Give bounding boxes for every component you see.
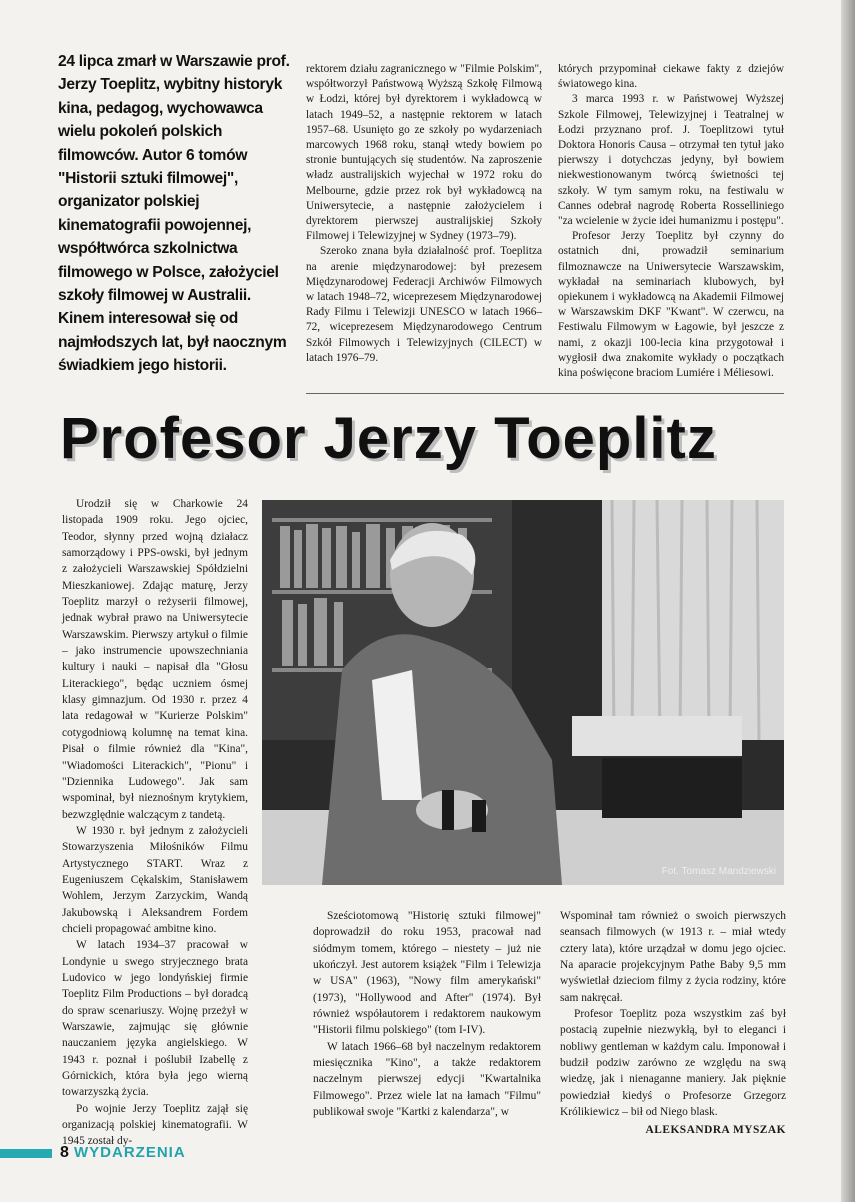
lead-text: 24 lipca zmarł w Warszawie prof. Jerzy Toeplitz, wybitny historyk kina, pedagog, wychowawca wielu pokoleń polskich filmowców. Autor 6 tomów "Historii sztuki filmowej", organizator polskiej kinematografii powojennej, współtwórca szkolnictwa filmowego w Polsce, założyciel szkoły filmowej w Australii. Kinem interesował się od najmłodszych lat, był naocznym świadkiem jego historii. bbox=[58, 53, 290, 375]
body-col3-p1: Wspominał tam również o swoich pierwszych seansach filmowych (w 1913 r. – miał wtedy cztery lata), które urządzał w domu jego ojciec. Na aparacie projekcyjnym Pathe Baby 9,5 mm wyświetlał dzieciom filmy z życia rodziny, które sam nakręcał. bbox=[560, 910, 786, 1004]
body-col1-p1: Urodził się w Charkowie 24 listopada 1909 roku. Jego ojciec, Teodor, słynny przed wojną działacz samorządowy i PPS-owski, był jednym z założycieli Warszawskiej Spółdzielni Mieszkaniowej. Zdając maturę, Jerzy Toeplitz marzył o reżyserii filmowej, jednak wybrał prawo na Uniwersytecie Warszawskim. Pierwszy artykuł o filmie – jako instrumencie upowszechniania kultury i nauki – napisał dla "Głosu Literackiego", będąc uczniem ósmej klasy gimnazjum. Od 1930 r. przez 4 lata redagował w "Kurierze Polskim" cotygodniową kolumnę na temat kina. Pisał o filmie również dla "Kina", "Wiadomości Literackich", "Pionu" i "Dziennika Ludowego". Jak sam wspominał, był nieznośnym krytykiem, bezwzględnie walczącym z tandetą. bbox=[62, 498, 248, 821]
page-footer bbox=[0, 1142, 300, 1164]
top-col2-p2: 3 marca 1993 r. w Państwowej Wyższej Szkole Filmowej, Telewizyjnej i Teatralnej w Łodzi przyznano prof. J. Toeplitzowi tytuł Doktora Honoris Causa – otrzymał ten tytuł jako pierwszy i dotychczas jedyny, był bowiem niekwestionowanym twórcą świetności tej szkoły. W tym samym roku, na festiwalu w Cannes odebrał nagrodę Roberta Rosselliniego "za wcielenie w życie idei humanizmu i postępu". bbox=[558, 93, 784, 228]
article-headline: Profesor Jerzy Toeplitz bbox=[60, 406, 717, 471]
page-number: 8 bbox=[60, 1144, 69, 1161]
top-column-2 bbox=[558, 62, 784, 381]
body-column-1 bbox=[62, 496, 248, 1150]
body-col1-p3: W latach 1934–37 pracował w Londynie u swego stryjecznego brata Ludovico w jego londyńskiej firmie Toeplitz Film Productions – był doradcą do spraw scenariuszy. Wojnę przeżył w Warszawie, zajmując się głównie nauczaniem języka angielskiego. W 1943 r. poznał i poślubił Izabellę z Górnickich, która była jego wierną towarzyszką życia. bbox=[62, 939, 248, 1099]
top-col1-p1: rektorem działu zagranicznego w "Filmie Polskim", współtworzył Państwową Wyższą Szkołę Filmową w Łodzi, której był dyrektorem i wykładowcą w latach 1949–52, a następnie rektorem w latach 1957–68. Usunięto go ze szkoły po wydarzeniach marcowych 1968 roku, stanął wtedy bowiem po stronie buntujących się studentów. Na zaproszenie władz australijskich wyjechał w 1972 roku do Melbourne, gdzie przez rok był wykładowcą na Uniwersytecie, a następnie założycielem i dyrektorem pierwszej australijskiej Szkoły Filmowej i Telewizyjnej w Sydney (1973–79). bbox=[306, 63, 542, 243]
portrait-photo bbox=[262, 500, 784, 885]
top-col1-p2: Szeroko znana była działalność prof. Toeplitza na arenie międzynarodowej: był prezesem Międzynarodowej Federacji Archiwów Filmowych w latach 1948–72, wiceprezesem Międzynarodowej Rady Filmu i Telewizji UNESCO w latach 1966–72, wiceprezesem Międzynarodowego Centrum Szkół Filmowych i Telewizyjnych (CILECT) w latach 1976–79. bbox=[306, 245, 542, 364]
body-column-3 bbox=[560, 908, 786, 1139]
top-column-1 bbox=[306, 62, 542, 366]
column-rule bbox=[306, 393, 784, 394]
lead-paragraph bbox=[58, 50, 300, 378]
body-col1-p4: Po wojnie Jerzy Toeplitz zajął się organizacją polskiej kinematografii. W 1945 został dy- bbox=[62, 1102, 248, 1148]
author-signature: ALEKSANDRA MYSZAK bbox=[645, 1124, 786, 1137]
body-col2-p1: Sześciotomową "Historię sztuki filmowej" doprowadził do roku 1953, pracował nad siódmym tomem, którego – niestety – już nie ukończył. Jest autorem książek "Film i Telewizja w USA" (1963), "Nowy film amerykański" (1973), "Hollywood and After" (1974). Był również współautorem i redaktorem naukowym "Historii filmu polskiego" (tom I-IV). bbox=[313, 910, 541, 1037]
body-col3-p2: Profesor Toeplitz poza wszystkim zaś był postacią zupełnie niezwykłą, był to eleganci i nobliwy gentleman w każdym calu. Imponował i budził podziw zarówno ze względu na swą wiedzę, jak i nienaganne maniery. Jak pięknie powiedział kiedyś o Profesorze Grzegorz Królikiewicz – bił od Niego blask. bbox=[560, 1008, 786, 1119]
photo-credit: Fot. Tomasz Mandziewski bbox=[661, 866, 776, 877]
body-col2-p2: W latach 1966–68 był naczelnym redaktorem miesięcznika "Kino", a także redaktorem naczelnym pierwszej edycji "Kwartalnika Filmowego". Przez wiele lat na łamach "Filmu" publikował swoje "Kartki z kalendarza", w bbox=[313, 1040, 541, 1119]
body-col1-p2: W 1930 r. był jednym z założycieli Stowarzyszenia Miłośników Filmu Artystycznego START. Wraz z Eugeniuszem Cękalskim, Stanisławem Wohlem, Jerzym Zarzyckim, Wandą Jakubowską i Aleksandrem Fordem chcieli propagować ambitne kino. bbox=[62, 824, 248, 935]
section-name: WYDARZENIA bbox=[74, 1144, 186, 1161]
body-column-2 bbox=[313, 908, 541, 1120]
top-col2-p1: których przypominał ciekawe fakty z dziejów światowego kina. bbox=[558, 63, 784, 91]
footer-accent-bar bbox=[0, 1149, 52, 1158]
top-col2-p3: Profesor Jerzy Toeplitz był czynny do ostatnich dni, prowadził seminarium filmoznawcze na Uniwersytecie Warszawskim, wykładał na seminariach klubowych, był opiekunem i wykładowcą na Akademii Filmowej w Warszawskim DKF "Kwant". W czerwcu, na Festiwalu Filmowym w Łagowie, był jeszcze z nami, z okazji 100-lecia kina przygotował i wygłosił dwa znakomite wykłady o początkach kina poświęcone braciom Lumiére i Méliesowi. bbox=[558, 230, 784, 380]
photo-illustration bbox=[262, 500, 784, 885]
page-edge bbox=[841, 0, 855, 1202]
